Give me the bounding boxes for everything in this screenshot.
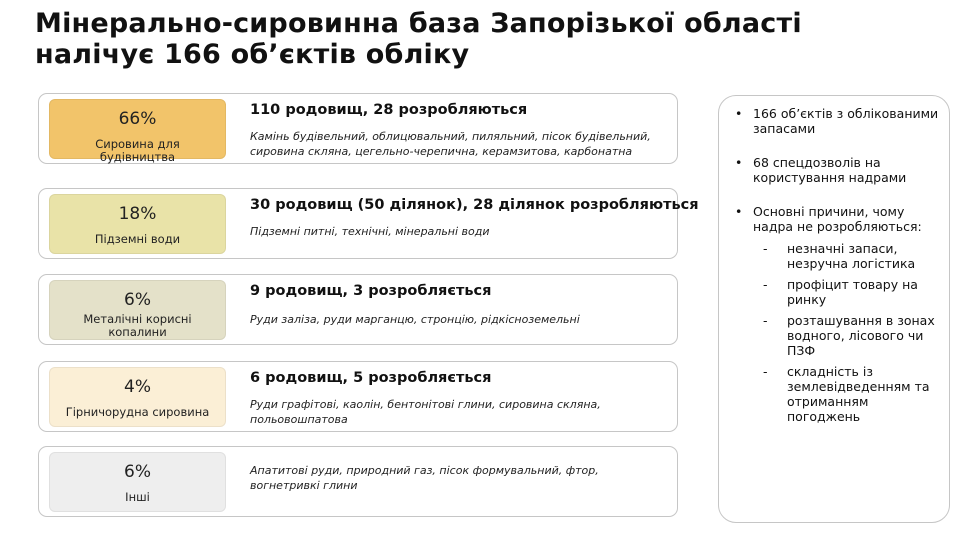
page-title — [35, 8, 802, 70]
category-badge — [49, 194, 226, 254]
summary-item-text: 166 об’єктів з облікованими запасами — [753, 106, 939, 136]
dash-icon: - — [763, 364, 768, 379]
category-label: Сировина для будівництва — [95, 137, 180, 164]
category-heading: 9 родовищ, 3 розробляється — [250, 283, 492, 299]
reason-text: профіцит товару на ринку — [787, 277, 918, 307]
category-info — [250, 463, 670, 493]
category-row-mining — [38, 361, 678, 432]
category-info — [250, 196, 699, 239]
category-row-metallic — [38, 274, 678, 345]
dash-icon: - — [763, 241, 768, 256]
category-label: Гірничорудна сировина — [65, 405, 210, 419]
bullet-icon: • — [735, 106, 743, 121]
reasons-list — [753, 241, 939, 424]
reason-item — [753, 277, 939, 307]
category-info — [250, 282, 670, 327]
category-detail: Апатитові руди, природний газ, пісок формувальний, фтор, вогнетривкі глини — [250, 464, 599, 492]
summary-item — [729, 155, 939, 185]
dash-icon: - — [763, 277, 768, 292]
bullet-icon: • — [735, 155, 743, 170]
category-heading: 30 родовищ (50 ділянок), 28 ділянок розробляються — [250, 197, 699, 213]
category-row-groundwater — [38, 188, 699, 259]
summary-item — [729, 204, 939, 424]
category-percent: 6% — [124, 290, 151, 310]
summary-panel — [718, 95, 950, 523]
category-badge — [49, 452, 226, 512]
page-title-line-2: налічує 166 об’єктів обліку — [35, 39, 470, 70]
category-detail: Руди графітові, каолін, бентонітові глини, сировина скляна, польовошпатова — [250, 398, 601, 426]
category-badge — [49, 280, 226, 340]
category-detail: Підземні питні, технічні, мінеральні води — [250, 225, 490, 238]
category-heading: 110 родовищ, 28 розробляються — [250, 102, 528, 118]
category-label: Інші — [125, 490, 150, 504]
category-percent: 4% — [124, 377, 151, 397]
summary-item — [729, 106, 939, 136]
reason-text: незначні запаси, незручна логістика — [787, 241, 916, 271]
summary-list — [729, 106, 939, 443]
reason-item — [753, 313, 939, 358]
category-percent: 66% — [118, 109, 157, 129]
category-badge — [49, 99, 226, 164]
reason-item — [753, 241, 939, 271]
category-detail: Руди заліза, руди марганцю, стронцію, рідкісноземельні — [250, 313, 580, 326]
bullet-icon: • — [735, 204, 743, 219]
reason-item — [753, 364, 939, 424]
category-percent: 6% — [124, 462, 151, 482]
summary-item-text: 68 спецдозволів на користування надрами — [753, 155, 907, 185]
category-info — [250, 101, 670, 159]
category-detail: Камінь будівельний, облицювальний, пиляльний, пісок будівельний, сировина скляна, цегельно-черепична, керамзитова, карбонатна — [250, 130, 651, 158]
summary-item-text: Основні причини, чому надра не розробляються: — [753, 204, 922, 234]
page-title-line-1: Мінерально-сировинна база Запорізької області — [35, 8, 802, 39]
category-info — [250, 369, 670, 427]
reason-text: розташування в зонах водного, лісового чи ПЗФ — [787, 313, 935, 358]
category-badge — [49, 367, 226, 427]
category-percent: 18% — [118, 204, 157, 224]
category-row-other — [38, 446, 678, 517]
category-row-construction — [38, 93, 678, 164]
category-label: Підземні води — [94, 232, 181, 246]
category-heading: 6 родовищ, 5 розробляється — [250, 370, 492, 386]
category-label: Металічні корисні копалини — [83, 312, 192, 339]
reason-text: складність із землевідведенням та отриманням погоджень — [787, 364, 930, 424]
dash-icon: - — [763, 313, 768, 328]
